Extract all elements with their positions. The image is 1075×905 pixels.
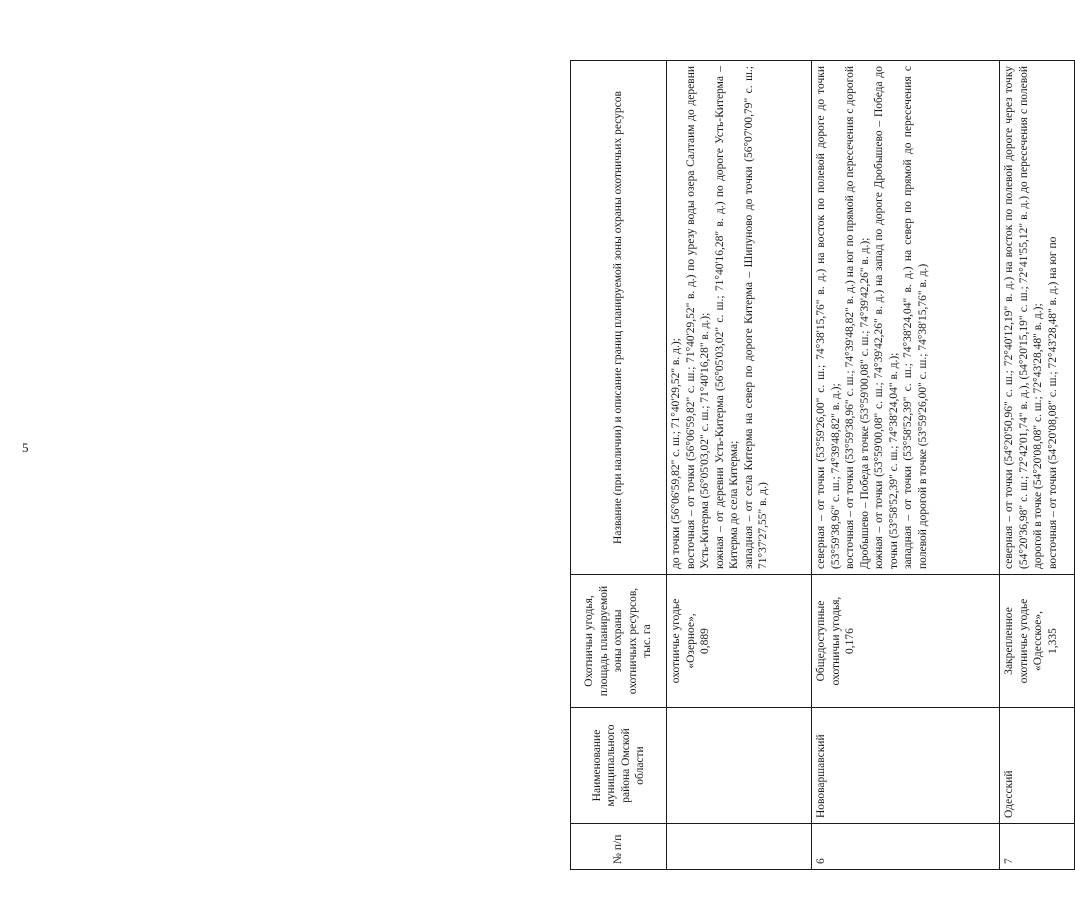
row-num <box>667 824 812 870</box>
row-hunting-area <box>667 575 812 708</box>
table-row <box>1000 61 1075 870</box>
row-num: 7 <box>1000 824 1075 870</box>
table-row <box>667 61 812 870</box>
row-num: 6 <box>812 824 1000 870</box>
row-description <box>812 61 1000 575</box>
hunting-zones-table <box>570 60 1075 870</box>
hunting-area-line: охотничье угодье <box>1017 598 1030 684</box>
description-paragraph: северная – от точки (54°20'50,96" с. ш.; 72°40'12,19" в. д.) на восток по полевой дороге через точку (54°20'36,98" с. ш.; 72°42'01,74" в. д.), (54°20'15,19" с. ш.; 72°41'55,12" в. д.) до пересечения с полевой дорогой в точке (54°20'08,08" с. ш.; 72°43'28,48" в. д.); <box>1003 66 1044 569</box>
row-municipality: Одесский <box>1000 708 1075 824</box>
description-paragraph: восточная – от точки (54°20'08,08" с. ш.; 72°43'28,48" в. д.) на юг по <box>1046 236 1059 569</box>
hunting-area-line: 0,889 <box>699 628 711 654</box>
hunting-area-line: охотничье угодье <box>670 598 682 684</box>
description-paragraph: северная – от точки (53°59'26,00" с. ш.; 74°38'15,76" в. д.) на восток по полевой дороге до точки (53°59'38,96" с. ш.; 74°39'48,82" в. д.); <box>815 66 842 569</box>
description-paragraph: восточная – от точки (53°59'38,96" с. ш.; 74°39'48,82" в. д.) на юг по прямой до пересечения с дорогой Дробышево – Победа в точке (53°59'00,08" с. ш.; 74°39'42,26" в. д.); <box>844 66 871 569</box>
hunting-area-line: «Озерное», <box>684 613 697 669</box>
header-description: Название (при наличии) и описание границ планируемой зоны охраны охотничьих ресурсов <box>571 61 667 575</box>
row-description <box>667 61 812 575</box>
hunting-area-line: «Одесское», <box>1032 611 1044 671</box>
description-paragraph: до точки (56°06'59,82" с. ш.; 71°40'29,52" в. д.); <box>670 338 682 569</box>
header-municipality: Наименование муниципального района Омской области <box>571 708 667 824</box>
hunting-area-line: охотничьи угодья, <box>829 596 842 686</box>
row-municipality: Нововаршавский <box>812 708 1000 824</box>
row-municipality <box>667 708 812 824</box>
row-description <box>1000 61 1075 575</box>
description-paragraph: южная – от точки (53°59'00,08" с. ш.; 74°39'42,26" в. д.) на запад по дороге Дробышево – Победа до точки (53°58'52,39" с. ш.; 74°38'24,04" в. д.); <box>873 66 900 569</box>
description-paragraph: восточная – от точки (56°06'59,82" с. ш.; 71°40'29,52" в. д.) по урезу воды озера Салтаим до деревни Усть-Китерма (56°05'03,02" с. ш.; 71°40'16,28" в. д.); <box>684 66 711 569</box>
table-row <box>812 61 1000 870</box>
page-number: 5 <box>22 440 29 455</box>
row-hunting-area <box>1000 575 1075 708</box>
hunting-area-line: Закрепленное <box>1003 607 1015 675</box>
description-paragraph: западная – от точки (53°58'52,39" с. ш.; 74°38'24,04" в. д.) на север по прямой до пересечения с полевой дорогой в точке (53°59'26,00" с. ш.; 74°38'15,76" в. д.) <box>902 66 929 569</box>
description-paragraph: западная – от села Китерма на север по дороге Китерма – Шипуново до точки (56°07'00,79" с. ш.; 71°37'27,55" в. д.) <box>742 66 769 569</box>
table-header-row <box>571 61 667 870</box>
rotated-table-container <box>570 60 1075 870</box>
row-hunting-area <box>812 575 1000 708</box>
hunting-area-line: 1,335 <box>1046 628 1059 654</box>
hunting-area-line: 0,176 <box>844 628 856 654</box>
header-num: № п/п <box>571 824 667 870</box>
description-paragraph: южная – от деревни Усть-Китерма (56°05'03,02" с. ш.; 71°40'16,28" в. д.) по дороге Усть-Китерма – Китерма до села Китерма; <box>713 66 740 569</box>
header-hunting-area: Охотничьи угодья, площадь планируемой зоны охраны охотничьих ресурсов, тыс. га <box>571 575 667 708</box>
hunting-area-line: Общедоступные <box>815 600 827 682</box>
